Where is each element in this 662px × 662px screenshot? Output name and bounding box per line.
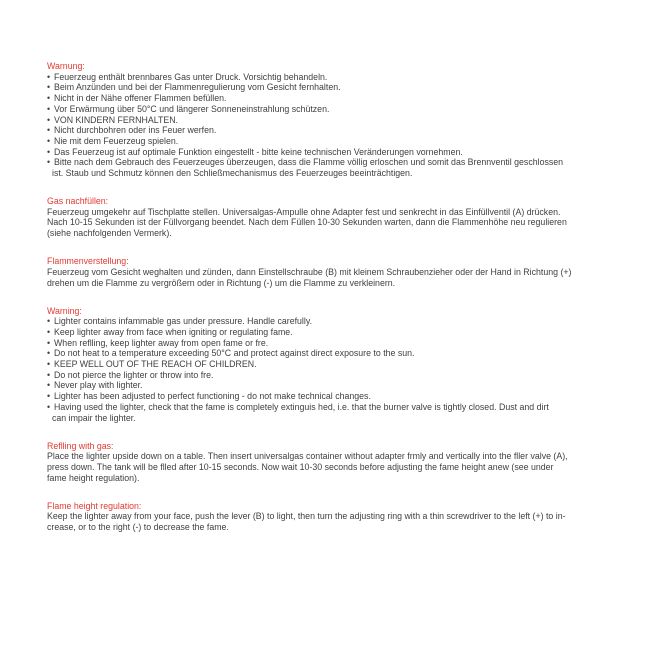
bullet-item bbox=[47, 402, 637, 413]
bullet-icon: • bbox=[47, 348, 51, 359]
text-line bbox=[47, 473, 637, 484]
line-text: Never play with lighter. bbox=[54, 380, 143, 391]
bullet-icon: • bbox=[47, 369, 51, 380]
line-text: Lighter contains infammable gas under pressure. Handle carefully. bbox=[54, 316, 313, 327]
section-warnung-de bbox=[47, 61, 637, 179]
bullet-icon: • bbox=[47, 380, 51, 391]
line-text: Vor Erwärmung über 50°C und längerer Sonneneinstrahlung schützen. bbox=[54, 103, 330, 114]
line-text: (siehe nachfolgenden Vermerk). bbox=[47, 228, 172, 239]
line-text: When reflling, keep lighter away from open fame or fre. bbox=[54, 337, 269, 348]
bullet-item bbox=[47, 370, 637, 381]
bullet-icon: • bbox=[47, 93, 51, 104]
line-text: Feuerzeug umgekehr auf Tischplatte stellen. Universalgas-Ampulle ohne Adapter fest und senkrecht in das Einfüllventil (A) drücken. bbox=[47, 206, 561, 217]
section-heading: Flammenverstellung: bbox=[47, 256, 129, 267]
text-line bbox=[47, 217, 637, 228]
section-refilling-with-gas bbox=[47, 441, 637, 484]
bullet-icon: • bbox=[47, 401, 51, 412]
text-line bbox=[47, 207, 637, 218]
bullet-item bbox=[47, 380, 637, 391]
line-text: Having used the lighter, check that the fame is completely extinguis hed, i.e. that the burner valve is tightly closed. Dust and dirt bbox=[54, 401, 549, 412]
bullet-icon: • bbox=[47, 103, 51, 114]
bullet-icon: • bbox=[47, 71, 51, 82]
bullet-item bbox=[47, 391, 637, 402]
line-text: VON KINDERN FERNHALTEN. bbox=[54, 114, 178, 125]
bullet-item bbox=[47, 147, 637, 158]
line-text: Feuerzeug vom Gesicht weghalten und zünden, dann Einstellschraube (B) mit kleinem Schraubenzieher oder der Hand in Richtung (+) bbox=[47, 266, 572, 277]
bullet-icon: • bbox=[47, 114, 51, 125]
section-heading: Warnung: bbox=[47, 61, 85, 71]
bullet-icon: • bbox=[47, 316, 51, 327]
bullet-item bbox=[47, 157, 637, 168]
line-text: Do not pierce the lighter or throw into fre. bbox=[54, 369, 214, 380]
bullet-item bbox=[47, 104, 637, 115]
section-flame-height-regulation bbox=[47, 501, 637, 533]
text-line bbox=[47, 267, 637, 278]
line-text: Keep lighter away from face when igniting or regulating fame. bbox=[54, 326, 293, 337]
section-heading: Flame height regulation: bbox=[47, 500, 142, 511]
bullet-item bbox=[47, 93, 637, 104]
line-text: can impair the lighter. bbox=[52, 412, 136, 423]
text-line bbox=[47, 451, 637, 462]
section-heading: Reflling with gas: bbox=[47, 440, 114, 451]
instruction-sheet-content bbox=[47, 61, 637, 533]
line-text: Nicht in der Nähe offener Flammen befüllen. bbox=[54, 93, 227, 104]
section-flammenverstellung bbox=[47, 256, 637, 288]
bullet-item bbox=[47, 327, 637, 338]
line-text: drehen um die Flamme zu vergrößern oder in Richtung (-) um die Flamme zu verkleinern. bbox=[47, 277, 396, 288]
line-text: KEEP WELL OUT OF THE REACH OF CHILDREN. bbox=[54, 359, 257, 370]
bullet-icon: • bbox=[47, 82, 51, 93]
section-heading: Warning: bbox=[47, 305, 82, 316]
bullet-icon: • bbox=[47, 146, 51, 157]
bullet-item bbox=[47, 348, 637, 359]
bullet-item bbox=[47, 82, 637, 93]
line-text: Feuerzeug enthält brennbares Gas unter Druck. Vorsichtig behandeln. bbox=[54, 71, 328, 82]
line-text: Nie mit dem Feuerzeug spielen. bbox=[54, 135, 179, 146]
bullet-icon: • bbox=[47, 135, 51, 146]
bullet-item bbox=[47, 338, 637, 349]
bullet-icon: • bbox=[47, 337, 51, 348]
text-line bbox=[47, 278, 637, 289]
line-text: Bitte nach dem Gebrauch des Feuerzeuges überzeugen, dass die Flamme völlig erloschen und somit das Brennventil geschlossen bbox=[54, 157, 564, 168]
line-text: press down. The tank will be flled after 10-15 seconds. Now wait 10-30 seconds before adjusting the fame height anew (see under bbox=[47, 461, 554, 472]
line-text: Place the lighter upside down on a table. Then insert universalgas container without adapter frmly and vertically into the fller valve (A), bbox=[47, 451, 568, 462]
section-gas-nachfuellen bbox=[47, 196, 637, 239]
line-text: Keep the lighter away from your face, push the lever (B) to light, then turn the adjusting ring with a thin screwdriver to the left (+) to in- bbox=[47, 511, 566, 522]
bullet-item bbox=[47, 115, 637, 126]
bullet-icon: • bbox=[47, 391, 51, 402]
line-text: Lighter has been adjusted to perfect functioning - do not make technical changes. bbox=[54, 391, 371, 402]
bullet-item bbox=[47, 125, 637, 136]
line-text: Das Feuerzeug ist auf optimale Funktion eingestellt - bitte keine technischen Veränderungen vornehmen. bbox=[54, 146, 463, 157]
bullet-icon: • bbox=[47, 125, 51, 136]
text-line bbox=[47, 522, 637, 533]
line-text: Beim Anzünden und bei der Flammenregulierung vom Gesicht fernhalten. bbox=[54, 82, 341, 93]
bullet-item bbox=[47, 72, 637, 83]
line-text: Do not heat to a temperature exceeding 50°C and protect against direct exposure to the sun. bbox=[54, 348, 415, 359]
bullet-item bbox=[47, 136, 637, 147]
bullet-icon: • bbox=[47, 157, 51, 168]
line-text: ist. Staub und Schmutz können den Schließmechanismus des Feuerzeuges beeinträchtigen. bbox=[52, 168, 413, 179]
text-line bbox=[47, 228, 637, 239]
bullet-item bbox=[47, 359, 637, 370]
line-text: fame height regulation). bbox=[47, 472, 140, 483]
line-text: crease, or to the right (-) to decrease the fame. bbox=[47, 522, 229, 533]
text-line bbox=[47, 168, 637, 179]
text-line bbox=[47, 511, 637, 522]
section-warning-en bbox=[47, 306, 637, 424]
bullet-item bbox=[47, 316, 637, 327]
text-line bbox=[47, 462, 637, 473]
section-heading: Gas nachfüllen: bbox=[47, 196, 109, 207]
line-text: Nach 10-15 Sekunden ist der Füllvorgang beendet. Nach dem Füllen 10-30 Sekunden warten, dann die Flammenhöhe neu regulieren bbox=[47, 217, 567, 228]
bullet-icon: • bbox=[47, 359, 51, 370]
text-line bbox=[47, 413, 637, 424]
bullet-icon: • bbox=[47, 326, 51, 337]
line-text: Nicht durchbohren oder ins Feuer werfen. bbox=[54, 125, 217, 136]
